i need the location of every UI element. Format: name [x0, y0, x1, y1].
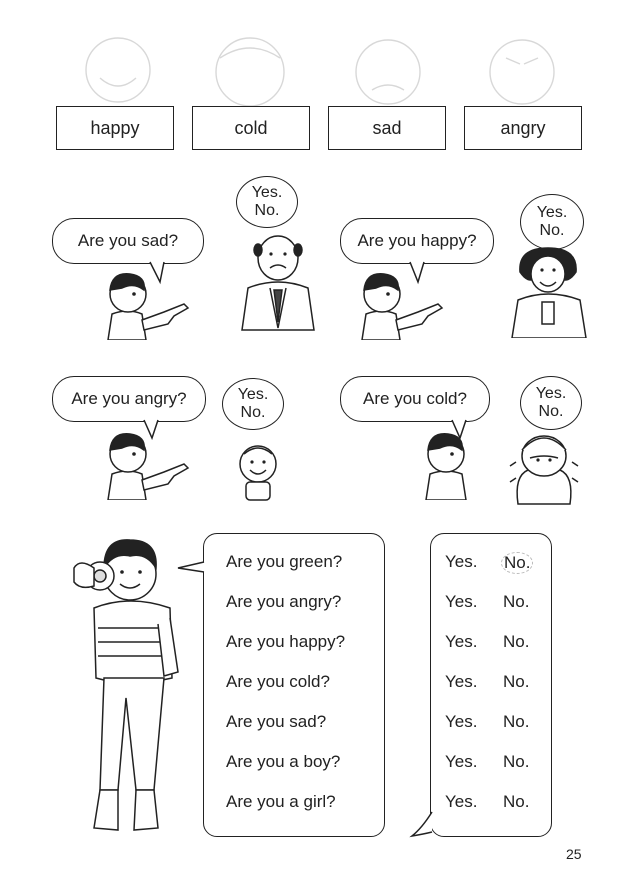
answer-yes[interactable]: Yes. — [445, 792, 478, 811]
question-text: Are you cold? — [363, 389, 467, 408]
small-child-illustration — [232, 440, 284, 502]
answer-yes[interactable]: Yes. — [445, 752, 478, 771]
reply-yes: Yes. — [535, 385, 567, 402]
word-label: angry — [500, 117, 546, 138]
cold-child-illustration — [508, 426, 580, 506]
boy-pointing-illustration — [98, 428, 190, 500]
answer-yes[interactable]: Yes. — [445, 712, 478, 731]
answer-no-circled[interactable]: No. — [501, 552, 533, 574]
reply-no: No. — [240, 404, 266, 421]
answer-yes[interactable]: Yes. — [445, 632, 478, 651]
question-bubble-happy — [340, 218, 494, 264]
word-box-angry — [464, 106, 582, 150]
word-box-sad — [328, 106, 446, 150]
quiz-answers-panel — [430, 533, 552, 837]
reply-no: No. — [539, 222, 565, 239]
question-text: Are you angry? — [71, 389, 187, 408]
answer-no[interactable]: No. — [503, 792, 530, 811]
happy-woman-illustration — [508, 244, 590, 338]
quiz-question: Are you a boy? — [226, 752, 341, 771]
question-bubble-cold — [340, 376, 490, 422]
answer-no[interactable]: No. — [503, 632, 530, 651]
sad-man-illustration — [238, 232, 318, 332]
faint-angry-face — [490, 40, 554, 104]
answer-no[interactable]: No. — [503, 592, 530, 611]
question-bubble-angry — [52, 376, 206, 422]
question-text: Are you sad? — [77, 231, 179, 250]
reply-no: No. — [254, 202, 280, 219]
faint-happy-face — [86, 38, 150, 102]
quiz-question: Are you angry? — [226, 592, 342, 611]
reply-bubble-cold — [520, 376, 582, 430]
faint-faces-row — [60, 28, 580, 108]
answer-yes[interactable]: Yes. — [445, 592, 478, 611]
question-text: Are you happy? — [357, 231, 477, 250]
boy-with-mirror-illustration — [60, 528, 190, 838]
panel-tail — [410, 812, 434, 838]
word-label: cold — [234, 117, 268, 138]
answer-no[interactable]: No. — [503, 752, 530, 771]
reply-no: No. — [538, 403, 564, 420]
word-label: happy — [90, 117, 140, 138]
reply-bubble-sad — [236, 176, 298, 228]
reply-yes: Yes. — [237, 386, 269, 403]
answer-no[interactable]: No. — [503, 672, 530, 691]
faint-sad-face — [356, 40, 420, 104]
panel-tail — [178, 560, 206, 576]
boy-pointing-illustration — [98, 268, 190, 340]
quiz-question: Are you happy? — [226, 632, 346, 651]
word-box-happy — [56, 106, 174, 150]
answer-yes[interactable]: Yes. — [445, 552, 478, 571]
page-number: 25 — [566, 846, 582, 862]
quiz-question: Are you a girl? — [226, 792, 336, 811]
question-bubble-sad — [52, 218, 204, 264]
boy-pointing-illustration — [352, 268, 444, 340]
quiz-question: Are you sad? — [226, 712, 327, 731]
reply-yes: Yes. — [251, 184, 283, 201]
boy-back-illustration — [418, 428, 474, 500]
reply-yes: Yes. — [536, 204, 568, 221]
reply-bubble-angry — [222, 378, 284, 430]
quiz-question: Are you green? — [226, 552, 343, 571]
quiz-question: Are you cold? — [226, 672, 330, 691]
answer-yes[interactable]: Yes. — [445, 672, 478, 691]
word-box-cold — [192, 106, 310, 150]
word-label: sad — [372, 117, 402, 138]
reply-bubble-happy — [520, 194, 584, 250]
answer-no[interactable]: No. — [503, 712, 530, 731]
quiz-questions-panel — [203, 533, 385, 837]
